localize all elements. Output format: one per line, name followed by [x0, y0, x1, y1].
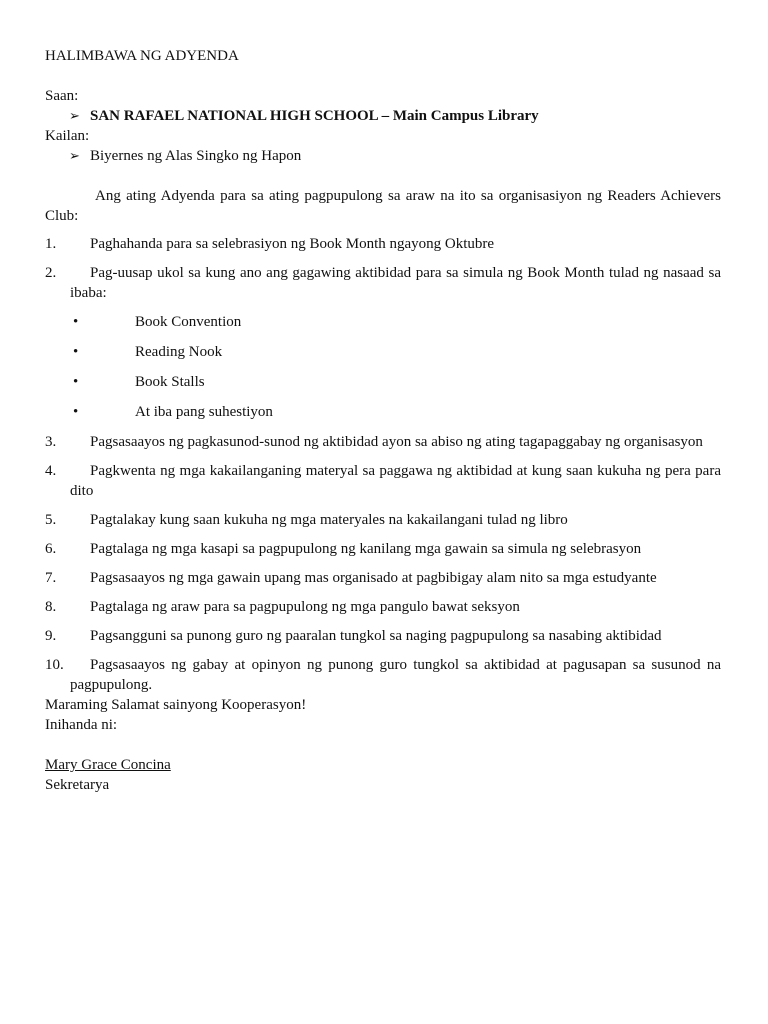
agenda-list [45, 234, 721, 695]
activity-item [45, 372, 721, 392]
where-item [45, 106, 721, 126]
agenda-item-text: Pagsangguni sa punong guro ng paaralan tungkol sa naging pagpupulong sa nasabing aktibidad [90, 628, 662, 644]
activity-list [45, 312, 721, 422]
agenda-item-number: 5. [45, 512, 57, 528]
intro-paragraph: Ang ating Adyenda para sa ating pagpupulong sa araw na ito sa organisasiyon ng Readers Achievers Club: [45, 188, 721, 224]
activity-text: Book Convention [135, 314, 242, 330]
agenda-item-text: Pagsasaayos ng mga gawain upang mas organisado at pagbibigay alam nito sa mga estudyante [90, 570, 657, 586]
agenda-item-text: Pagsasaayos ng gabay at opinyon ng punong guro tungkol sa aktibidad at pagusapan sa susunod na pagpupulong. [70, 657, 721, 693]
prepared-by-label: Inihanda ni: [45, 717, 118, 733]
document-heading: HALIMBAWA NG ADYENDA [45, 48, 239, 64]
agenda-item-number: 6. [45, 541, 57, 557]
agenda-item [45, 626, 721, 646]
agenda-item [45, 539, 721, 559]
agenda-item-number: 8. [45, 599, 57, 615]
agenda-item [45, 461, 721, 501]
agenda-item-number: 9. [45, 628, 57, 644]
agenda-item-text: Pagsasaayos ng pagkasunod-sunod ng aktibidad ayon sa abiso ng ating tagapaggabay ng organisasyon [90, 434, 703, 450]
when-label: Kailan: [45, 128, 90, 144]
agenda-item-number: 4. [45, 463, 57, 479]
agenda-item-text: Pagtalakay kung saan kukuha ng mga materyales na kakailangani tulad ng libro [90, 512, 568, 528]
agenda-item-number: 10. [45, 657, 64, 673]
bullet-icon: • [73, 404, 79, 420]
arrow-bullet-icon: ➢ [69, 108, 80, 123]
agenda-item [45, 510, 721, 530]
agenda-item [45, 263, 721, 422]
when-value: Biyernes ng Alas Singko ng Hapon [90, 148, 302, 164]
activity-item [45, 402, 721, 422]
agenda-item-number: 7. [45, 570, 57, 586]
bullet-icon: • [73, 374, 79, 390]
signatory-title: Sekretarya [45, 777, 110, 793]
activity-text: Book Stalls [135, 374, 205, 390]
agenda-item-number: 2. [45, 265, 57, 281]
where-label: Saan: [45, 88, 79, 104]
signature-spacer [45, 735, 721, 755]
agenda-item-number: 1. [45, 236, 57, 252]
agenda-item-number: 3. [45, 434, 57, 450]
activity-text: Reading Nook [135, 344, 223, 360]
bullet-icon: • [73, 344, 79, 360]
signatory-name: Mary Grace Concina [45, 757, 171, 773]
agenda-item-text: Pagtalaga ng araw para sa pagpupulong ng mga pangulo bawat seksyon [90, 599, 520, 615]
when-item [45, 146, 721, 166]
where-value: SAN RAFAEL NATIONAL HIGH SCHOOL – Main Campus Library [90, 108, 539, 124]
agenda-item [45, 234, 721, 254]
activity-text: At iba pang suhestiyon [135, 404, 273, 420]
agenda-item [45, 432, 721, 452]
agenda-item [45, 655, 721, 695]
agenda-item-text: Pagtalaga ng mga kasapi sa pagpupulong ng kanilang mga gawain sa simula ng selebrasyon [90, 541, 642, 557]
agenda-item [45, 568, 721, 588]
activity-item [45, 312, 721, 332]
agenda-item [45, 597, 721, 617]
agenda-item-text: Pagkwenta ng mga kakailanganing materyal sa paggawa ng aktibidad at kung saan kukuha ng pera para dito [70, 463, 721, 499]
arrow-bullet-icon: ➢ [69, 148, 80, 163]
closing-remark: Maraming Salamat sainyong Kooperasyon! [45, 697, 307, 713]
agenda-item-text: Pag-uusap ukol sa kung ano ang gagawing aktibidad para sa simula ng Book Month tulad ng nasaad sa ibaba: [70, 265, 721, 301]
agenda-item-text: Paghahanda para sa selebrasiyon ng Book Month ngayong Oktubre [90, 236, 495, 252]
agenda-document [45, 46, 721, 795]
activity-item [45, 342, 721, 362]
bullet-icon: • [73, 314, 79, 330]
